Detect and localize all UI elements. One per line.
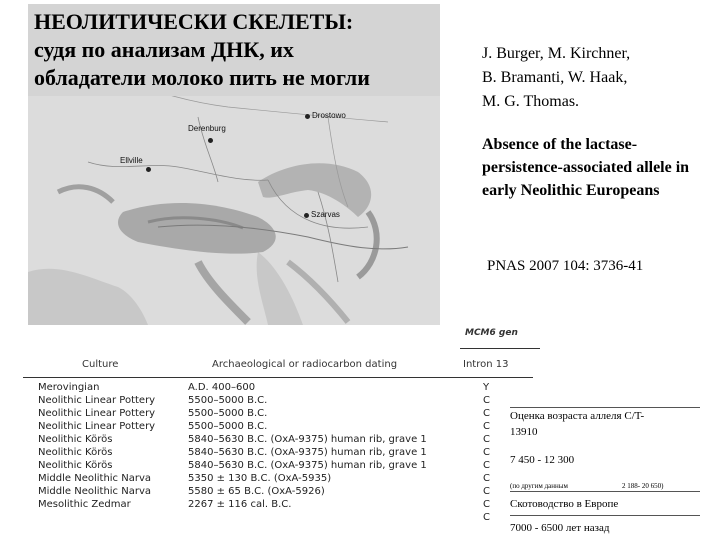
journal-ref: PNAS 2007 104: 3736-41 [487,258,644,274]
cell-dating: 5500–5000 B.C. [188,421,268,432]
cell-dating: 2267 ± 116 cal. B.C. [188,499,292,510]
note-other-data-label: (по другим данным [510,482,568,490]
authors [482,42,630,114]
cell-allele-extra: C [483,512,490,523]
note-age-label-1: Оценка возраста аллеля C/T- [510,410,645,422]
cell-allele: C [483,408,490,419]
cell-allele: Y [483,382,490,393]
cell-dating: 5500–5000 B.C. [188,395,268,406]
city-label: Drostowo [312,111,346,120]
note-rule [510,407,700,408]
title-box [28,4,440,96]
authors-line-3: M. G. Thomas. [482,93,580,110]
cell-culture: Neolithic Linear Pottery [38,408,156,419]
col-header-culture: Culture [82,359,119,370]
city-label: Derenburg [188,124,226,133]
derenburg-dot [208,138,213,143]
ellville-dot [146,167,151,172]
cell-allele: C [483,460,490,471]
gene-header-rule [460,348,540,349]
authors-line-2: B. Bramanti, W. Haak, [482,69,628,86]
cell-dating: 5840–5630 B.C. (OxA-9375) human rib, grave 1 [188,460,427,471]
cell-allele: C [483,473,490,484]
cell-culture: Neolithic Körös [38,434,113,445]
cell-dating: 5580 ± 65 B.C. (OxA-5926) [188,486,325,497]
table-row [20,460,540,472]
table-row [20,421,540,433]
city-label: Szarvas [311,210,340,219]
cell-allele: C [483,395,490,406]
cell-culture: Neolithic Linear Pottery [38,395,156,406]
note-age-label-2: 13910 [510,426,538,438]
note-age-value: 7 450 - 12 300 [510,454,575,466]
note-rule [510,491,700,492]
drostowo-dot [305,114,310,119]
col-header-dating: Archaeological or radiocarbon dating [212,359,398,370]
cell-culture: Middle Neolithic Narva [38,486,151,497]
table-row [20,395,540,407]
title-line-3: обладатели молоко пить не могли [34,65,370,90]
table-row [20,486,540,498]
cell-allele: C [483,421,490,432]
cell-allele: C [483,486,490,497]
cell-culture: Mesolithic Zedmar [38,499,131,510]
table-row [20,499,540,511]
note-pastoralism-label: Скотоводство в Европе [510,498,619,510]
cell-dating: 5500–5000 B.C. [188,408,268,419]
table-row [20,408,540,420]
genotype-table [20,328,540,540]
title-line-1: НЕОЛИТИЧЕСКИ СКЕЛЕТЫ: [34,9,354,34]
cell-culture: Neolithic Körös [38,460,113,471]
cell-culture: Merovingian [38,382,100,393]
table-row [20,447,540,459]
note-rule [510,515,700,516]
gene-header: MCM6 gen [465,328,518,338]
cell-dating: 5840–5630 B.C. (OxA-9375) human rib, grave 1 [188,434,427,445]
table-row [20,434,540,446]
authors-line-1: J. Burger, M. Kirchner, [482,45,631,62]
cell-culture: Neolithic Körös [38,447,113,458]
cell-dating: A.D. 400–600 [188,382,256,393]
cell-allele: C [483,499,490,510]
cell-dating: 5350 ± 130 B.C. (OxA-5935) [188,473,332,484]
table-row-pad [20,512,540,524]
table-header-rule [23,377,533,378]
cell-dating: 5840–5630 B.C. (OxA-9375) human rib, grave 1 [188,447,427,458]
title-line-2: судя по анализам ДНК, их [34,37,294,62]
col-header-intron: Intron 13 [463,359,509,370]
szarvas-dot [304,213,309,218]
paper-title: Absence of the lactase-persistence-associated allele in early Neolithic Europeans [482,136,690,199]
note-other-data-value: 2 188- 20 650) [622,482,664,490]
cell-culture: Neolithic Linear Pottery [38,421,156,432]
cell-allele: C [483,434,490,445]
cell-culture: Middle Neolithic Narva [38,473,151,484]
cell-allele: C [483,447,490,458]
table-row [20,473,540,485]
table-row [20,382,540,394]
city-label: Ellville [120,156,143,165]
note-pastoralism-value: 7000 - 6500 лет назад [510,522,610,534]
